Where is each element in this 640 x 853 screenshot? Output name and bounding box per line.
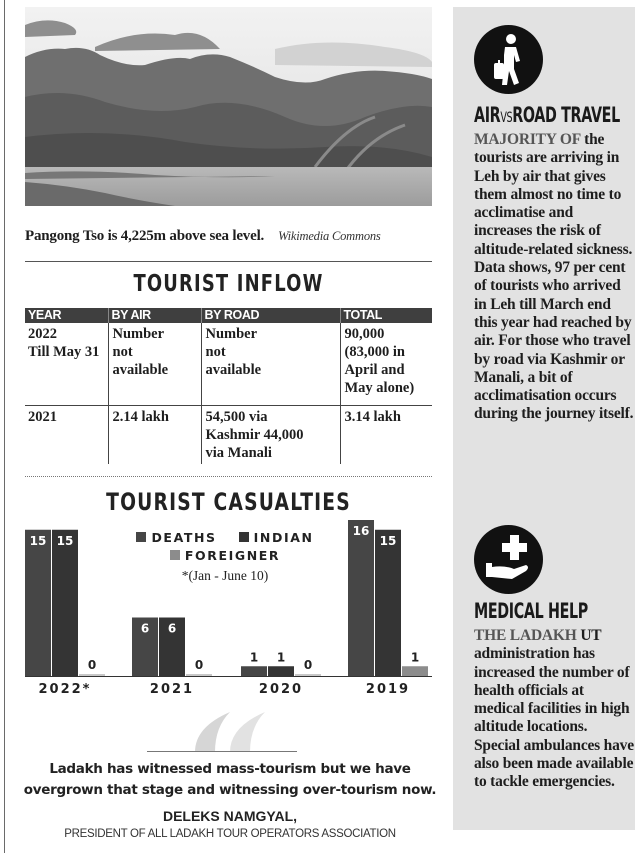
legend-label: FOREIGNER <box>184 547 281 563</box>
cell-line: 90,000 <box>344 326 385 342</box>
cell-line: available <box>205 362 262 378</box>
cell-line: (83,000 in <box>344 344 405 360</box>
legend-row <box>100 546 350 564</box>
legend-swatch-deaths <box>136 532 146 542</box>
bar-indian <box>268 666 294 676</box>
bar-deaths <box>241 666 267 676</box>
data-label: 15 <box>29 533 47 548</box>
bar-deaths <box>25 530 51 676</box>
cell-line: available <box>112 362 169 378</box>
heading-part: ROAD TRAVEL <box>512 103 620 127</box>
cell-line: not <box>112 344 133 360</box>
tourist-inflow-table <box>25 308 432 464</box>
cell-line: 2022 <box>28 326 57 342</box>
cell-line: Number <box>112 326 165 342</box>
photo-credit: Wikimedia Commons <box>278 229 381 243</box>
chart-legend <box>100 528 350 584</box>
pull-quote <box>20 759 440 801</box>
body-lead: MAJORITY OF <box>474 131 581 148</box>
data-label: 0 <box>303 658 313 672</box>
cell-line: 54,500 via <box>205 408 268 425</box>
header-year: YEAR <box>25 308 108 323</box>
data-label: 15 <box>56 533 74 548</box>
data-label: 6 <box>140 621 150 636</box>
cell-line: not <box>205 344 226 360</box>
table-header-row <box>25 308 432 323</box>
legend-item-foreigner <box>170 548 280 563</box>
data-label: 16 <box>352 524 370 538</box>
cell-total <box>340 323 432 405</box>
body-lead: THE LADAKH <box>474 627 577 644</box>
section-body-air-vs-road <box>474 131 634 424</box>
legend-item-indian <box>239 530 314 545</box>
cell-line: 2021 <box>28 408 57 425</box>
legend-label: INDIAN <box>253 529 314 545</box>
quote-line: overgrown that stage and witnessing over-tourism now. <box>23 782 437 798</box>
cell-line: 2.14 lakh <box>112 408 169 425</box>
legend-swatch-foreigner <box>170 550 180 560</box>
quote-speaker-role: PRESIDENT OF ALL LADAKH TOUR OPERATORS ASSOCIATION <box>64 828 396 840</box>
quote-rule <box>147 751 297 752</box>
bar-indian <box>375 530 401 676</box>
x-tick-label: 2019 <box>365 682 411 697</box>
cell-line: Number <box>205 326 258 342</box>
pangong-tso-photo <box>25 7 432 206</box>
cell-line: May alone) <box>344 380 415 396</box>
cell-by-road <box>201 405 340 464</box>
data-label: 1 <box>410 650 420 665</box>
medical-hand-cross-icon <box>474 525 543 594</box>
body-text: UT administration has increased the number of health officials at medical facilities in high altitude locations. Special ambulances have also been made available to tackle emergencies. <box>474 627 634 791</box>
x-tick-label: 2022* <box>38 682 92 697</box>
section-heading-air-vs-road <box>474 103 620 127</box>
chart-footnote: *(Jan - June 10) <box>181 568 269 583</box>
data-label: 6 <box>167 621 177 636</box>
cell-line: Till May 31 <box>28 344 100 360</box>
table-row <box>25 323 432 405</box>
tourist-inflow-title: TOURIST INFLOW <box>133 271 324 297</box>
data-label: 1 <box>276 650 286 665</box>
header-by-air: BY AIR <box>108 308 201 323</box>
quotation-mark-icon <box>185 712 275 752</box>
legend-row <box>100 528 350 546</box>
heading-vs: VS <box>500 110 513 126</box>
cell-by-air <box>108 405 201 464</box>
cell-by-air <box>108 323 201 405</box>
cell-line: via Manali <box>205 444 272 461</box>
data-label: 0 <box>87 658 97 672</box>
cell-line: April and <box>344 362 405 378</box>
bar-foreigner <box>402 666 428 676</box>
heading-part: AIR <box>474 103 501 127</box>
header-by-road: BY ROAD <box>201 308 340 323</box>
bar-foreigner <box>186 674 212 676</box>
quote-speaker: DELEKS NAMGYAL, <box>162 808 298 824</box>
body-text: the tourists are arriving in Leh by air that gives them almost no time to acclimatise and increases the risk of altitude-related sickness. Data shows, 97 per cent of tourists who arrived in Leh till March end this year had reached by air. For those who travel by road via Kashmir or Manali, a bit of acclimatisation occurs during the journey itself. <box>474 131 634 423</box>
cell-total <box>340 405 432 464</box>
page-left-rule <box>4 0 5 853</box>
bar-deaths <box>348 520 374 676</box>
cell-line: 3.14 lakh <box>344 408 401 425</box>
cell-line: Kashmir 44,000 <box>205 426 304 443</box>
x-tick-label: 2020 <box>258 682 304 697</box>
caption-text: Pangong Tso is 4,225m above sea level. <box>25 228 265 244</box>
header-total: TOTAL <box>340 308 432 323</box>
chart-title: TOURIST CASUALTIES <box>106 488 351 516</box>
info-sidebar <box>453 7 635 830</box>
bar-foreigner <box>79 674 105 676</box>
x-tick-label: 2021 <box>149 682 195 697</box>
section-body-medical-help <box>474 627 634 792</box>
bar-foreigner <box>295 674 321 676</box>
photo-caption <box>25 228 435 245</box>
cell-year <box>25 405 108 464</box>
legend-swatch-indian <box>239 532 249 542</box>
section-divider <box>25 261 432 262</box>
section-heading-medical-help: MEDICAL HELP <box>474 599 588 623</box>
data-label: 15 <box>379 533 397 548</box>
table-row <box>25 405 432 464</box>
data-label: 0 <box>194 658 204 672</box>
data-label: 1 <box>249 650 259 665</box>
legend-item-deaths <box>136 530 216 545</box>
quote-line: Ladakh has witnessed mass-tourism but we have <box>49 761 411 777</box>
legend-label: DEATHS <box>151 529 217 545</box>
cell-year <box>25 323 108 405</box>
cell-by-road <box>201 323 340 405</box>
traveler-with-luggage-icon <box>474 25 543 94</box>
section-divider-dotted <box>25 476 432 477</box>
bar-indian <box>52 530 78 676</box>
